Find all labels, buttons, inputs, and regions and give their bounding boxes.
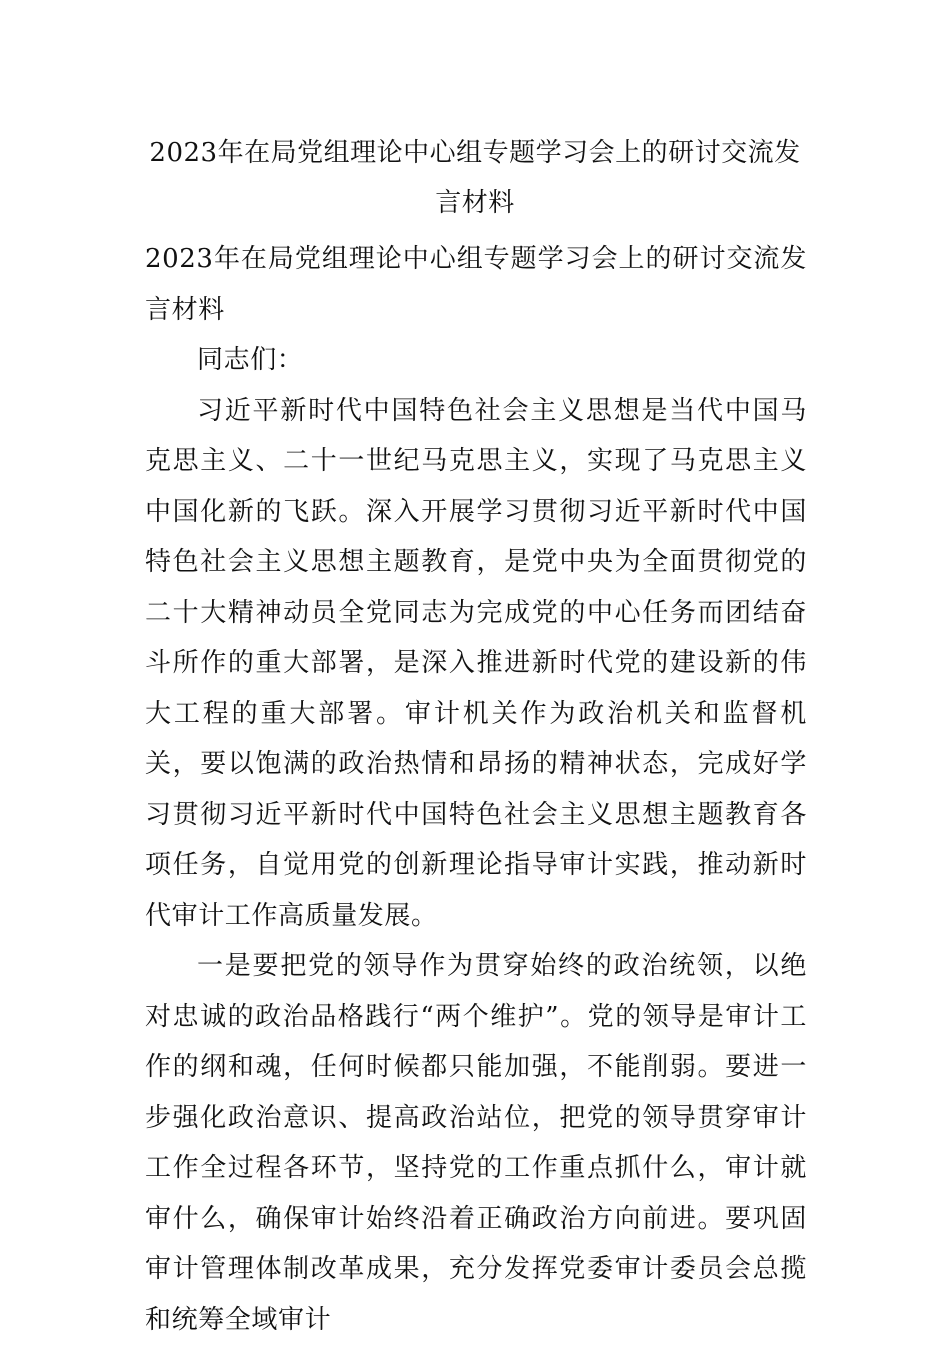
document-title: 2023年在局党组理论中心组专题学习会上的研讨交流发言材料 — [149, 138, 801, 218]
document-body — [145, 234, 807, 1345]
paragraph-2: 一是要把党的领导作为贯穿始终的政治统领，以绝对忠诚的政治品格践行“两个维护”。党的领导是审计工作的纲和魂，任何时候都只能加强，不能削弱。要进一步强化政治意识、提高政治站位，把党的领导贯穿审计工作全过程各环节，坚持党的工作重点抓什么，审计就审什么，确保审计始终沿着正确政治方向前进。要巩固审计管理体制改革成果，充分发挥党委审计委员会总揽和统筹全域审计 — [145, 951, 807, 1335]
document-subtitle: 2023年在局党组理论中心组专题学习会上的研讨交流发言材料 — [145, 244, 807, 325]
paragraph-1: 习近平新时代中国特色社会主义思想是当代中国马克思主义、二十一世纪马克思主义，实现了马克思主义中国化新的飞跃。深入开展学习贯彻习近平新时代中国特色社会主义思想主题教育，是党中央为全面贯彻党的二十大精神动员全党同志为完成党的中心任务而团结奋斗所作的重大部署，是深入推进新时代党的建设新的伟大工程的重大部署。审计机关作为政治机关和监督机关，要以饱满的政治热情和昂扬的精神状态，完成好学习贯彻习近平新时代中国特色社会主义思想主题教育各项任务，自觉用党的创新理论指导审计实践，推动新时代审计工作高质量发展。 — [145, 395, 807, 931]
salutation: 同志们： — [197, 345, 304, 375]
